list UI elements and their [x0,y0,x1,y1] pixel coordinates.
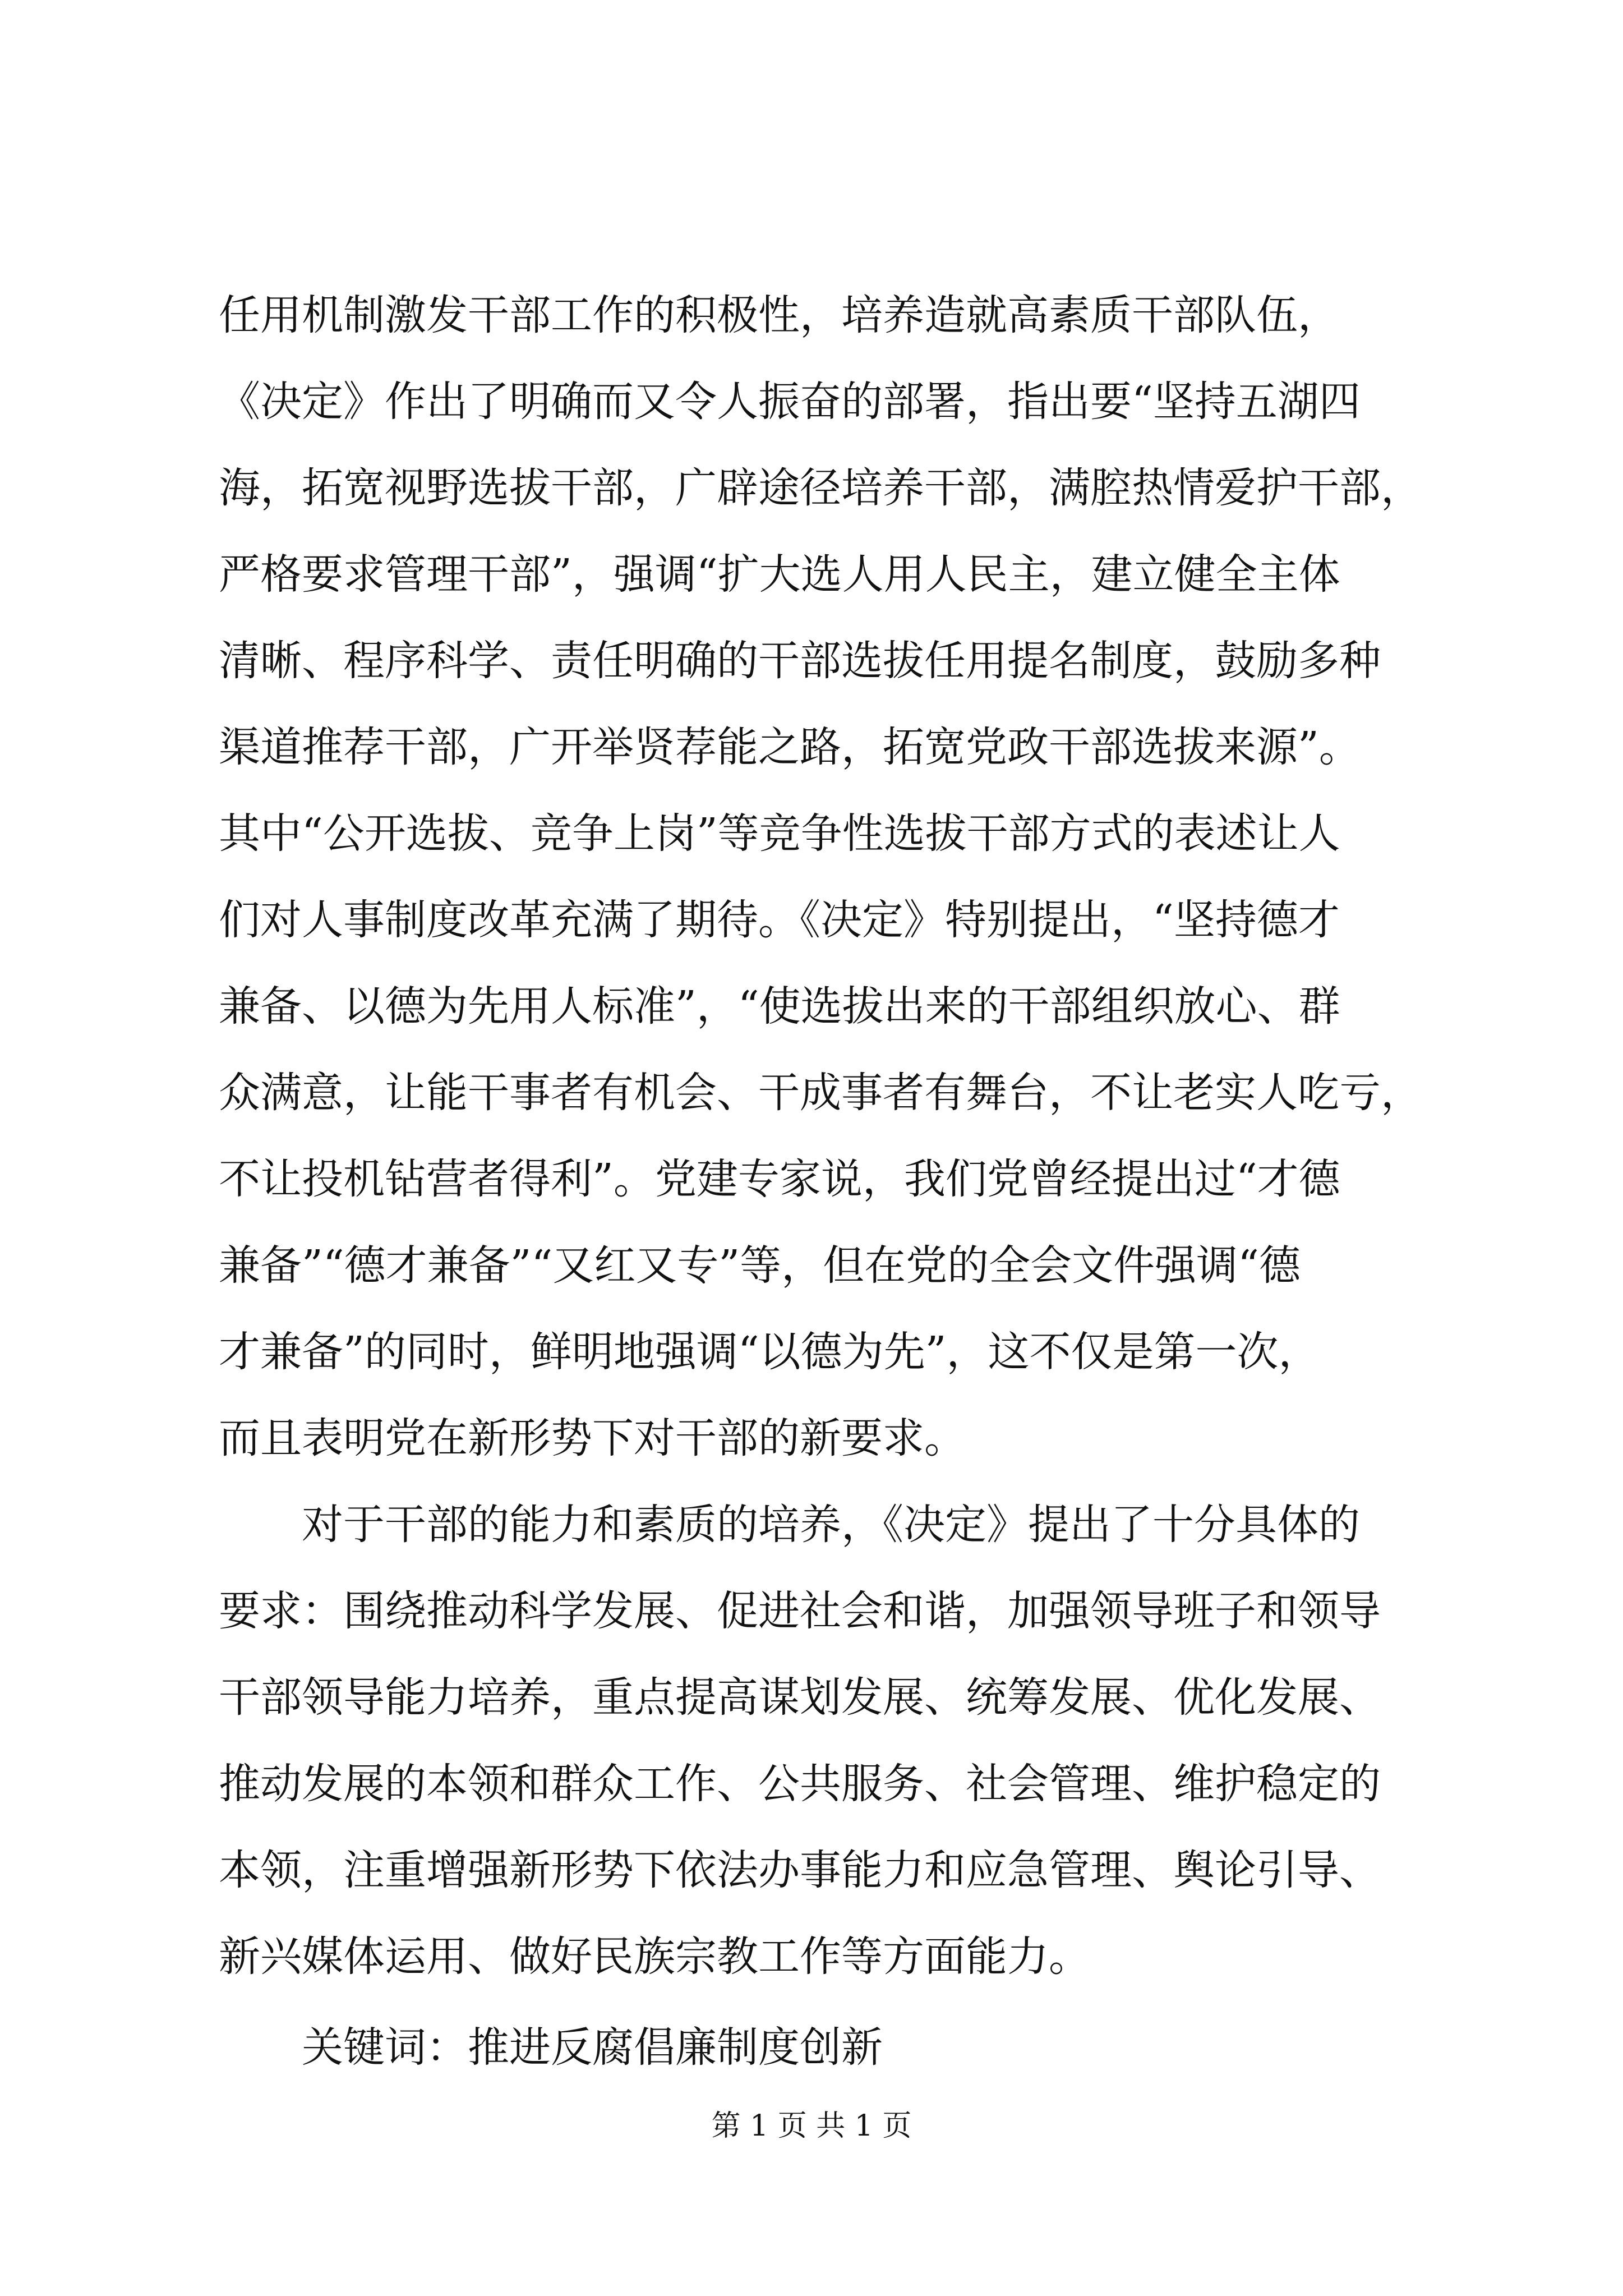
page-footer [0,2106,1623,2146]
text-line: 新兴媒体运用、做好民族宗教工作等方面能力。 [219,1932,1090,1981]
text-line: 不让投机钻营者得利”。党建专家说，我们党曾经提出过“才德 [219,1155,1340,1203]
text-line: 清晰、程序科学、责任明确的干部选拔任用提名制度，鼓励多种 [219,637,1381,685]
text-line: 兼备、以德为先用人标准”，“使选拔出来的干部组织放心、群 [219,982,1340,1030]
text-line: 兼备”“德才兼备”“又红又专”等，但在党的全会文件强调“德 [219,1241,1301,1290]
text-line: 众满意，让能干事者有机会、干成事者有舞台，不让老实人吃亏， [219,1069,1422,1117]
text-line: 任用机制激发干部工作的积极性，培养造就高素质干部队伍， [219,291,1339,339]
document-body [219,272,1441,2091]
text-line: 才兼备”的同时，鲜明地强调“以德为先”，这不仅是第一次， [219,1328,1320,1376]
text-line: 推动发展的本领和群众工作、公共服务、社会管理、维护稳定的 [219,1760,1381,1808]
text-line: 海，拓宽视野选拔干部，广辟途径培养干部，满腔热情爱护干部， [219,464,1422,512]
text-line: 渠道推荐干部，广开举贤荐能之路，拓宽党政干部选拔来源”。 [219,723,1361,771]
text-line: 对于干部的能力和素质的培养，《决定》提出了十分具体的 [302,1501,1360,1549]
text-line: 们对人事制度改革充满了期待。《决定》特别提出，“坚持德才 [219,896,1340,944]
keywords-line: 关键词：推进反腐倡廉制度创新 [302,2023,883,2072]
text-line: 要求：围绕推动科学发展、促进社会和谐，加强领导班子和领导 [219,1587,1381,1635]
text-line: 本领，注重增强新形势下依法办事能力和应急管理、舆论引导、 [219,1846,1381,1894]
text-line: 其中“公开选拔、竞争上岗”等竞争性选拔干部方式的表述让人 [219,809,1340,858]
text-line: 干部领导能力培养，重点提高谋划发展、统筹发展、优化发展、 [219,1673,1381,1722]
text-line: 严格要求管理干部”，强调“扩大选人用人民主，建立健全主体 [219,550,1340,599]
text-line: 而且表明党在新形势下对干部的新要求。 [219,1414,966,1462]
text-line: 《决定》作出了明确而又令人振奋的部署，指出要“坚持五湖四 [219,378,1361,426]
page-number: 第 1 页 共 1 页 [711,2109,912,2143]
